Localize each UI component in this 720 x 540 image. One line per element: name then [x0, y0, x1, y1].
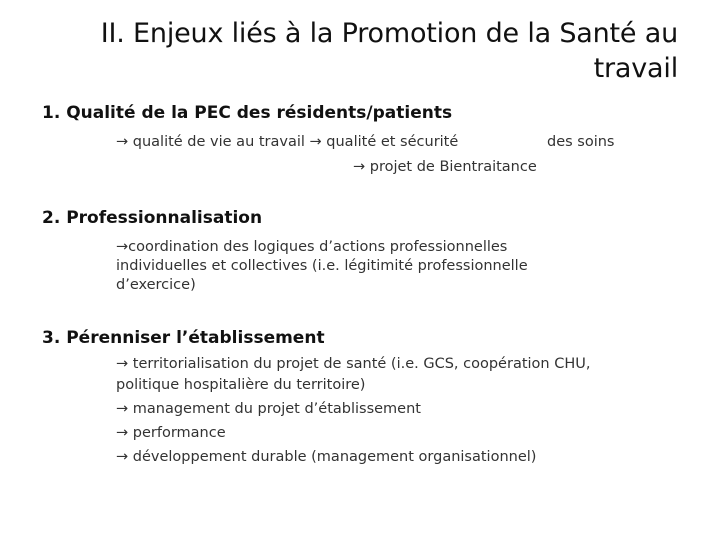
section-2-line-1: →coordination des logiques d’actions professionnelles — [116, 239, 508, 255]
section-3-line-5: → développement durable (management organisationnel) — [116, 449, 537, 465]
title-line-2: travail — [593, 53, 678, 84]
title-line-1: II. Enjeux liés à la Promotion de la Santé au — [100, 18, 678, 49]
section-3-line-2: politique hospitalière du territoire) — [116, 377, 366, 393]
section-3-line-3: → management du projet d’établissement — [116, 401, 421, 417]
section-3-paragraph — [116, 352, 590, 469]
slide-title — [80, 16, 678, 86]
section-heading-perenniser: 3. Pérenniser l’établissement — [42, 328, 325, 348]
section-2-line-2: individuelles et collectives (i.e. légitimité professionnelle — [116, 258, 528, 274]
section-1-line-2: des soins — [547, 134, 615, 150]
section-3-line-1: → territorialisation du projet de santé (i.e. GCS, coopération CHU, — [116, 356, 591, 372]
section-2-line-3: d’exercice) — [116, 277, 196, 293]
section-heading-professionalisation: 2. Professionnalisation — [42, 208, 263, 228]
section-2-paragraph — [116, 235, 528, 297]
section-1-line-3: → projet de Bientraitance — [353, 159, 537, 175]
section-heading-quality: 1. Qualité de la PEC des résidents/patients — [42, 103, 453, 123]
section-1-line-1: → qualité de vie au travail → qualité et sécurité — [116, 134, 459, 150]
section-3-line-4: → performance — [116, 425, 226, 441]
